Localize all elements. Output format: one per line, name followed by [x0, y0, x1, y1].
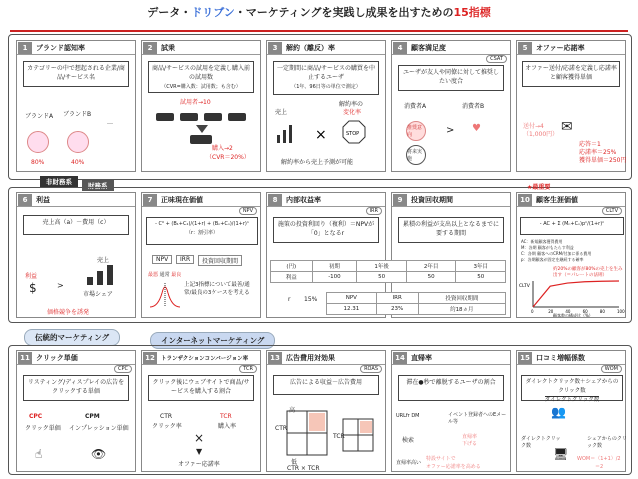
- svg-text:×: ×: [315, 127, 327, 143]
- market-share-label: 市場シェア: [83, 291, 113, 298]
- table-header-cell: 初期: [312, 261, 357, 272]
- table-cell: 50: [406, 272, 456, 283]
- cpm-label: CPM: [85, 413, 100, 420]
- click-price-label: クリック単価: [25, 425, 61, 432]
- legend-internet: インターネットマーケティング: [150, 332, 275, 349]
- purchase-count: 購入→2: [212, 145, 233, 152]
- desc-box: リスティング/ディスプレイの広告をクリックする単価: [23, 375, 129, 401]
- table-cell: 23%: [376, 304, 418, 315]
- card-payback: 9 投資回収期間 累積の利益が支出以上となるまでに要する期間: [391, 192, 511, 318]
- special-site-label: 特設サイトで: [426, 456, 456, 462]
- table-header-cell: (円): [271, 261, 313, 272]
- scenario-desc: 上記3指標について最善/通常/最良の3ケースを考える: [184, 282, 250, 296]
- cursor-icon: ☝: [35, 447, 43, 461]
- table-header-cell: 投資回収期間: [418, 293, 505, 304]
- offer-rate-label: オファー応諾率: [178, 461, 220, 468]
- desc-box: 一定期間に商品/サービスの購買を中止するユーザ （1年、96日等の単位で測定）: [273, 61, 379, 95]
- cltv-line: [533, 281, 619, 307]
- low-label: 低: [291, 459, 298, 466]
- consumer-a: 消費者A: [404, 103, 427, 110]
- car-icons: [152, 107, 252, 147]
- pct-a: 80%: [31, 159, 45, 166]
- churn-bottom-text: 解約率から売上予測が可能: [281, 159, 354, 166]
- y-axis-label: CLTV: [519, 284, 530, 289]
- x-tick-label: 40: [565, 309, 571, 314]
- x-tick-label: 20: [548, 309, 554, 314]
- irr-chip: IRR: [176, 255, 194, 264]
- tag-wom: WOM: [601, 365, 622, 373]
- bounce-rate-label: 直帰率: [462, 434, 478, 440]
- sales-label: 売上: [275, 109, 288, 116]
- intent-circle: 推奨意向: [406, 121, 426, 141]
- desc-box: 滞在●秒で離脱するユーザの割合: [398, 375, 504, 401]
- response-count: 応答＝1: [579, 141, 601, 148]
- pie-a-icon: [27, 131, 49, 153]
- ctr-label: CTR: [160, 413, 173, 420]
- profit-label: 利益: [25, 273, 38, 280]
- brand-a-label: ブランドA: [25, 113, 54, 120]
- consumer-b: 消費者B: [462, 103, 485, 110]
- x-axis-label: 顧客数の構成比（%）: [553, 313, 593, 317]
- cvr-value: （CVR＝20%）: [206, 154, 250, 161]
- more-dots: …: [107, 119, 113, 126]
- formula-box: - C⁰ + (B₁+C₁)/(1+r) + (Bₙ+Cₙ)/(1+r)ⁿ （r：割引率）: [146, 217, 258, 245]
- payback-chip: 投資回収期間: [198, 255, 242, 266]
- desc-box: 施策の投資利回り（複利）＝NPVが「0」となるr: [273, 217, 379, 243]
- direct-click-label: ダイレクトクリック数: [521, 436, 561, 449]
- wom-calc: WOM＝（1+1）/2: [577, 456, 621, 462]
- down-arrow: ▼: [196, 447, 203, 456]
- cpc-label: CPC: [29, 413, 43, 420]
- pct-b: 40%: [71, 159, 85, 166]
- card-cltv: 10 顧客生涯価値 CLTV - AC + Σ (Mₙ+Cₙ)pⁿ/(1+r)ⁿ AC：新規顧客獲得費用 M：各期 顧客がもたらす利益 C：各期 顧客へのCRM/付加に係る費用 p：各期顧客が固定を継続する確率 約20%の顧客が80%の売上を生み出す（＝パレートの法則） 0 20 40 60 80 100 CLTV 顧客数の構成比（%）: [516, 192, 626, 318]
- cltv-chart: [519, 277, 625, 317]
- card-roas: 13 広告費用対効果 ROAS 広告による収益－広告費用 CTR TCR 高 低 CTR × TCR: [266, 350, 386, 472]
- wom-result: ＝2: [595, 464, 604, 470]
- share-click-label: シェアからのクリック数: [587, 436, 627, 449]
- irr-table: [270, 260, 506, 283]
- table-cell: 50: [456, 272, 506, 283]
- churn-label: 解約率の: [339, 101, 364, 108]
- distribution-curve: [148, 279, 182, 309]
- wom-formula: ダイレクトクリック数＋シェアからのクリック数 ダイレクトクリック数: [521, 375, 623, 401]
- legend-traditional: 伝統的マーケティング: [24, 329, 120, 346]
- desc-box: 商品/サービスの試用を定義し購入前の試用数 （CVR=購入数：試用数；も含む）: [148, 61, 254, 93]
- npv-chip: NPV: [152, 255, 172, 264]
- search-label: 検索: [402, 437, 415, 444]
- brand-b-label: ブランドB: [63, 111, 92, 118]
- share-bars-icon: [83, 263, 123, 287]
- desc-box: ユーザが友人や同僚に対して推奨したい度合: [398, 65, 504, 91]
- desc-box: 累積の利益が支出以上となるまでに要する期間: [398, 217, 504, 243]
- x-tick-label: 80: [599, 309, 605, 314]
- tag-cpc: CPC: [114, 365, 132, 373]
- tcr-axis: TCR: [333, 433, 345, 440]
- future-circle: 将来実施: [406, 145, 426, 165]
- desc-box: 売上高（a）－費用（c）: [23, 215, 129, 235]
- tag-roas: ROAS: [360, 365, 382, 373]
- table-cell: 約18ヵ月: [418, 304, 505, 315]
- desc-box: カテゴリーの中で想起される企業/商品/サービス名: [23, 61, 129, 87]
- gt-sign: >: [57, 281, 64, 290]
- gt-sign: >: [446, 125, 455, 136]
- table-cell: 50: [357, 272, 407, 283]
- r-label: r: [288, 296, 291, 303]
- red-arrow-top: [10, 30, 628, 32]
- formula-defs: AC：新規顧客獲得費用 M：各期 顧客がもたらす利益 C：各期 顧客へのCRM/付加に係る費用 p：各期顧客が固定を継続する確率: [521, 239, 592, 262]
- cost-value: （1,000円）: [523, 131, 559, 138]
- ctr-desc: クリック率: [152, 423, 182, 430]
- table-header-cell: IRR: [376, 293, 418, 304]
- card-churn: 3 解約（離反）率 一定期間に商品/サービスの購買を中止するユーザ （1年、96日等の単位で測定） 売上 解約率の 変化率 × STOP 解約率から売上予測が可能: [266, 40, 386, 172]
- high-bounce-label: 直帰率高い: [396, 460, 422, 466]
- x-tick-label: 0: [531, 309, 534, 314]
- price-war-label: 価格競争を誘発: [47, 309, 90, 316]
- card-bounce: 14 直帰率 滞在●秒で離脱するユーザの割合 URLfr DM イベント登録者へのEメール等 検索 直帰率高い 直帰率 下げる 特設サイトで オファー応諾率を高める: [391, 350, 511, 472]
- bars-stop-icon: [275, 117, 379, 147]
- card-trial: 2 試乗 商品/サービスの試用を定義し購入前の試用数 （CVR=購入数：試用数；も含む） 試用者→10 購入→2 （CVR＝20%）: [141, 40, 261, 172]
- tab-nonfinancial: 非財務系: [40, 176, 78, 187]
- envelope-icon: ✉: [561, 119, 573, 135]
- card-tcr: 12 トランザクションコンバージョン率 TCR クリック後にウェブサイトで商品/サービスを購入する割合 CTR クリック率 TCR 購入率 × ▼ オファー応諾率: [141, 350, 261, 472]
- money-icon: $: [29, 281, 37, 295]
- url-dm-label: URLfr DM: [396, 413, 420, 419]
- card-profit: 6 利益 売上高（a）－費用（c） 利益 $ > 売上 市場シェア 価格競争を誘発: [16, 192, 136, 318]
- ctr-axis: CTR: [275, 425, 288, 432]
- eye-icon: 👁: [91, 447, 107, 461]
- x-tick-label: 100: [617, 309, 625, 314]
- card-npv: 7 正味現在価値 NPV - C⁰ + (B₁+C₁)/(1+r) + (Bₙ+Cₙ)/(1+r)ⁿ （r：割引率） NPV IRR 投資回収期間 最悪 通常 最良 上記3指標について最善/通常/最良の3ケースを考える: [141, 192, 261, 318]
- table-cell: 利益: [271, 272, 313, 283]
- tcr-label: TCR: [220, 413, 232, 420]
- desc-box: オファー送付/応諾を定義し応諾率と顧客獲得単価: [522, 61, 620, 87]
- tag-csat: CSAT: [486, 55, 507, 63]
- card-csat: 4 顧客満足度 CSAT ユーザが友人や同僚に対して推奨したい度合 消費者A 消費者B 推奨意向 将来実施 > ♥: [391, 40, 511, 172]
- most-important-label: ★最重要: [527, 184, 551, 191]
- page-title: データ・ドリブン・マーケティングを実践し成果を出すための15指標: [147, 6, 491, 19]
- table-header-cell: NPV: [327, 293, 377, 304]
- ctr-tcr-label: CTR × TCR: [287, 465, 320, 472]
- table-cell: -100: [312, 272, 357, 283]
- card-irr: 8 内部収益率 IRR 施策の投資利回り（複利）＝NPVが「0」となるr: [266, 192, 386, 318]
- event-email-label: イベント登録者へのEメール等: [448, 412, 507, 425]
- card-offer-rate: 5 オファー応諾率 オファー送付/応諾を定義し応諾率と顧客獲得単価 送付→4 （1,000円） ✉ 応答＝1 応諾率＝25% 獲得単価＝250円: [516, 40, 626, 172]
- tab-financial: 財務系: [82, 180, 114, 191]
- card-brand-awareness: 1 ブランド認知率 カテゴリーの中で想起される企業/商品/サービス名 ブランドA ブランドB … 80% 40%: [16, 40, 136, 172]
- formula-box: - AC + Σ (Mₙ+Cₙ)pⁿ/(1+r)ⁿ: [520, 217, 624, 235]
- tag-irr: IRR: [366, 207, 382, 215]
- x-tick-label: 60: [582, 309, 588, 314]
- pie-b-icon: [67, 131, 89, 153]
- desc-box: クリック後にウェブサイトで商品/サービスを購入する割合: [148, 375, 254, 401]
- tag-cltv: CLTV: [602, 207, 622, 215]
- tag-npv: NPV: [239, 207, 257, 215]
- tcr-desc: 購入率: [218, 423, 237, 430]
- heart-icon: ♥: [472, 123, 481, 134]
- sent-count: 送付→4: [523, 123, 544, 130]
- roas-matrix: [273, 405, 381, 469]
- table-cell: 12.31: [327, 304, 377, 315]
- tag-tcr: TCR: [239, 365, 257, 373]
- high-label: 高: [289, 407, 296, 414]
- acceptance-rate: 応諾率＝25%: [579, 149, 617, 156]
- table-header-cell: 2年目: [406, 261, 456, 272]
- pareto-note: 約20%の顧客が80%の売上を生み出す（＝パレートの法則）: [553, 267, 623, 278]
- users-icon: 👥: [551, 405, 566, 419]
- scenario-legend: 最悪 通常 最良: [148, 272, 182, 278]
- result-table: [326, 292, 506, 315]
- change-label: 変化率: [343, 109, 362, 116]
- table-header-cell: 3年目: [456, 261, 506, 272]
- times-sign: ×: [194, 431, 205, 445]
- card-cpc: 11 クリック単価 CPC リスティング/ディスプレイの広告をクリックする単価 CPC クリック単価 CPM インプレッション単価 ☝ 👁: [16, 350, 136, 472]
- lower-label: 下げる: [462, 441, 478, 447]
- table-header-cell: 1年後: [357, 261, 407, 272]
- impression-price-label: インプレッション単価: [69, 425, 129, 432]
- r-value: 15%: [304, 296, 318, 303]
- svg-text:STOP: STOP: [346, 131, 360, 137]
- card-wom: 15 口コミ増幅係数 WOM ダイレクトクリック数＋シェアからのクリック数 ダイレクトクリック数 👥 ダイレクトクリック数 シェアからのクリック数 🖥 WOM＝（1+1）/2 ＝2: [516, 350, 626, 472]
- sales-label: 売上: [97, 257, 110, 264]
- desc-box: 広告による収益－広告費用: [273, 375, 379, 395]
- trial-count: 試用者→10: [180, 99, 211, 106]
- pc-icon: 🖥: [553, 447, 569, 461]
- offer-rate-up-label: オファー応諾率を高める: [426, 464, 481, 470]
- acquisition-cost: 獲得単価＝250円: [579, 157, 627, 164]
